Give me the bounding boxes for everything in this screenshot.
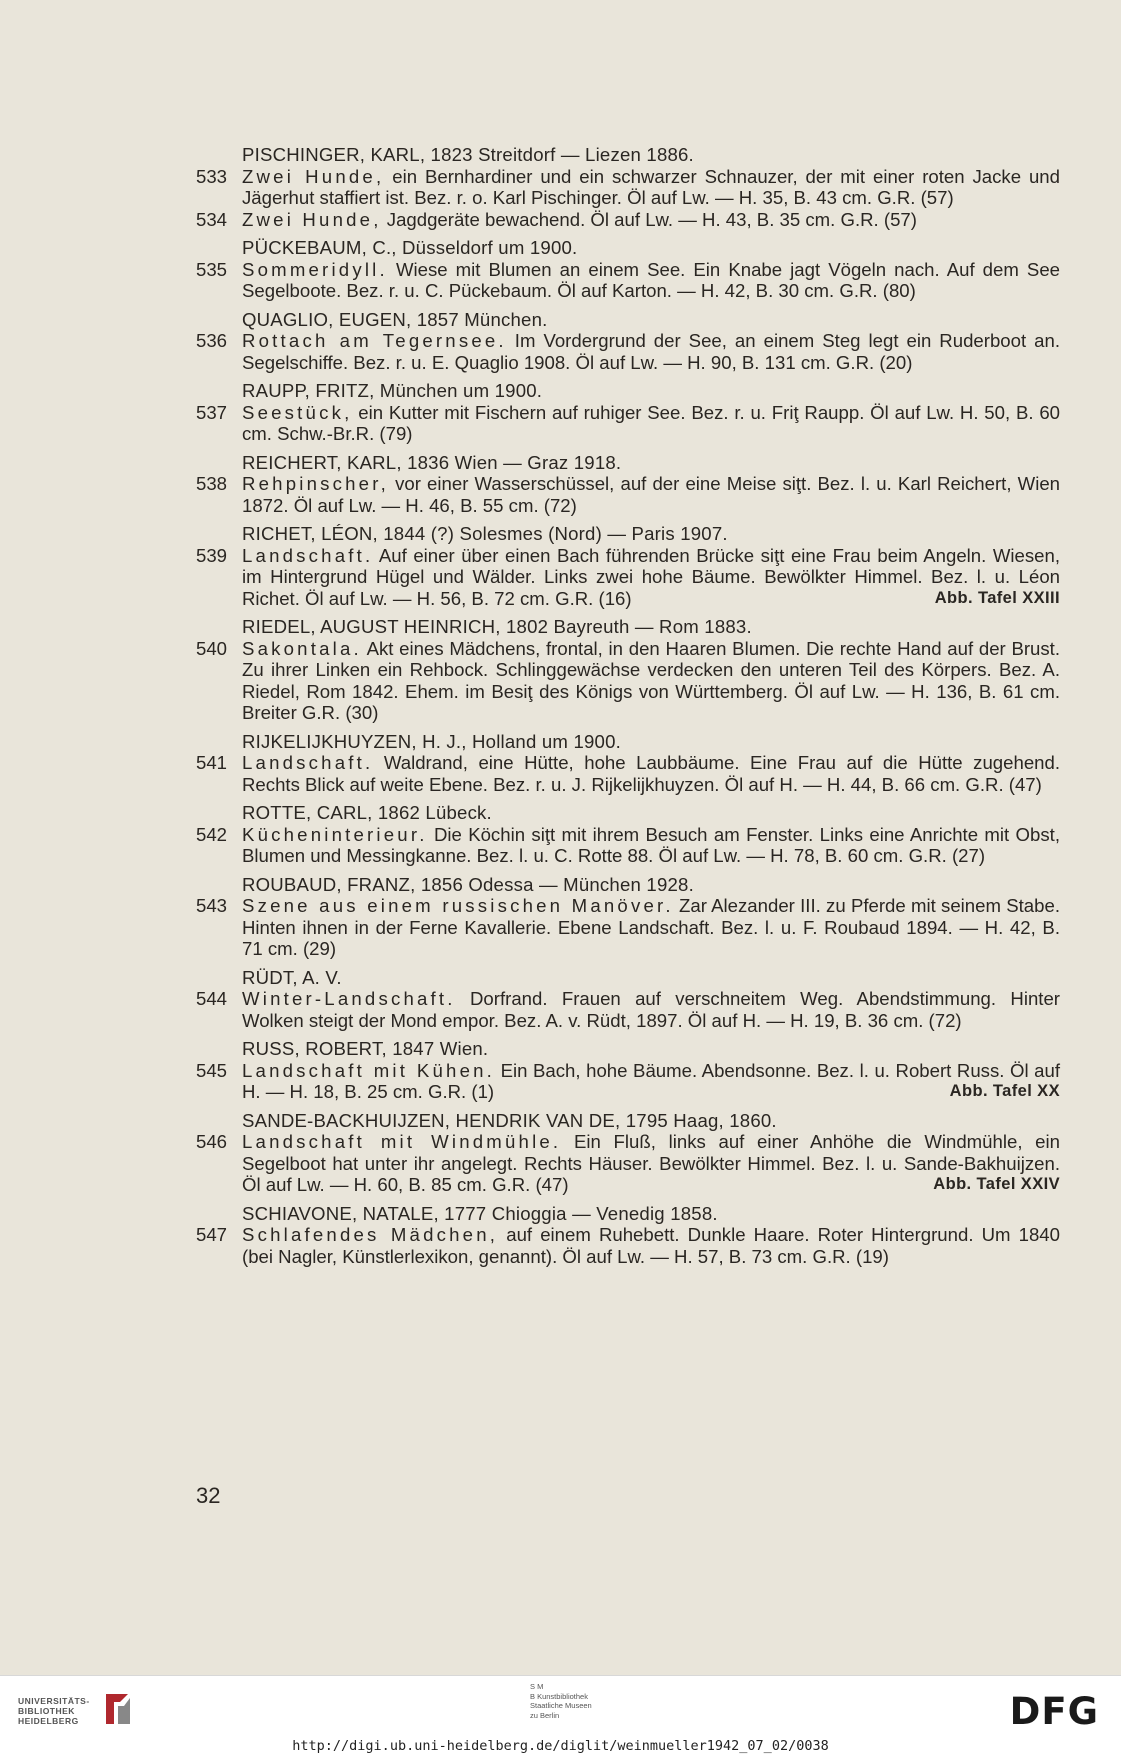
artwork-details: Waldrand, eine Hütte, hohe Laubbäume. Eine Frau auf die Hütte zugehend. Rechts Blick auf weite Ebene. Bez. r. u. J. Rijkelijkhuyzen. Öl auf H. — H. 44, B. 66 cm. G.R. (47) <box>242 752 1061 795</box>
artwork-title: Zwei Hunde, <box>242 165 385 187</box>
catalog-entry <box>196 1060 1060 1103</box>
plate-reference: Abb. Tafel XXIV <box>933 1175 1060 1193</box>
lot-number: 542 <box>196 823 228 845</box>
entry-description <box>242 752 1060 795</box>
entry-description <box>242 259 1060 302</box>
catalog-entry <box>196 824 1060 867</box>
footer-bar <box>0 1675 1121 1755</box>
artist-heading: RICHET, LÉON, 1844 (?) Solesmes (Nord) — Paris 1907. <box>242 523 728 544</box>
artwork-details: ein Bernhardiner und ein schwarzer Schnauzer, der mit einer roten Jacke und Jägerhut staffiert ist. Bez. r. o. Karl Pischinger. Öl auf Lw. — H. 35, B. 43 cm. G.R. (57) <box>242 165 1060 208</box>
dfg-logo[interactable]: DFG <box>1009 1690 1099 1733</box>
lot-number: 536 <box>196 330 228 351</box>
lot-number: 533 <box>196 165 228 187</box>
lot-number: 544 <box>196 988 228 1009</box>
entry-description <box>242 1131 1060 1196</box>
entry-description <box>242 166 1060 209</box>
artwork-title: Schlafendes Mädchen, <box>242 1224 499 1245</box>
university-library-logo[interactable]: UNIVERSITÄTS- BIBLIOTHEK HEIDELBERG <box>18 1696 90 1726</box>
artwork-details: Zar Alezander III. zu Pferde mit seinem Stabe. Hinten ihnen in der Ferne Kavallerie. Ebene Landschaft. Bez. l. u. F. Roubaud 1894. — H. 42, B. 71 cm. (29) <box>242 895 1060 959</box>
catalog-entry <box>196 1224 1060 1267</box>
catalog-entry <box>196 988 1060 1031</box>
artwork-details: ein Kutter mit Fischern auf ruhiger See. Bez. r. u. Friţ Raupp. Öl auf Lw. H. 50, B. 60 cm. Schw.-Br.R. (79) <box>242 401 1061 444</box>
catalog-entries <box>196 137 1060 1267</box>
lot-number: 538 <box>196 473 228 494</box>
catalog-entry <box>196 473 1060 516</box>
catalog-entry <box>196 752 1060 795</box>
artist-heading: REICHERT, KARL, 1836 Wien — Graz 1918. <box>242 451 622 473</box>
entry-description <box>242 209 1060 231</box>
entry-description <box>242 330 1060 373</box>
artwork-details: Akt eines Mädchens, frontal, in den Haaren Blumen. Die rechte Hand auf der Brust. Zu ihrer Linken ein Rehbock. Schlinggewächse verdecken den unteren Teil des Körpers. Bez. A. Riedel, Rom 1842. Ehem. im Besiţ des Königs von Württemberg. Öl auf Lw. — H. 136, B. 61 cm. Breiter G.R. (30) <box>242 637 1061 723</box>
entry-description <box>242 1060 1060 1103</box>
artist-heading: RUSS, ROBERT, 1847 Wien. <box>242 1038 489 1059</box>
lot-number: 537 <box>196 401 228 423</box>
lot-number: 546 <box>196 1131 228 1152</box>
artwork-title: Szene aus einem russischen Manöver. <box>242 895 674 916</box>
artwork-title: Landschaft. <box>242 752 374 773</box>
artist-heading: QUAGLIO, EUGEN, 1857 München. <box>242 308 548 330</box>
catalog-entry <box>196 166 1060 209</box>
catalog-entry <box>196 895 1060 960</box>
catalog-entry <box>196 259 1060 302</box>
artist-heading: RÜDT, A. V. <box>242 966 342 988</box>
lot-number: 547 <box>196 1224 228 1245</box>
library-emblem-icon <box>100 1688 140 1728</box>
entry-description <box>242 895 1060 960</box>
artist-heading: SCHIAVONE, NATALE, 1777 Chioggia — Venedig 1858. <box>242 1202 718 1224</box>
artwork-title: Landschaft mit Windmühle. <box>242 1131 562 1152</box>
artwork-title: Kücheninterieur. <box>242 823 428 845</box>
artwork-details: vor einer Wasserschüssel, auf der eine Meise siţt. Bez. l. u. Karl Reichert, Wien 1872. Öl auf Lw. — H. 46, B. 55 cm. (72) <box>242 473 1061 516</box>
plate-reference: Abb. Tafel XX <box>949 1082 1060 1100</box>
entry-description <box>242 988 1060 1031</box>
lot-number: 535 <box>196 258 228 280</box>
artwork-details: Auf einer über einen Bach führenden Brücke siţt eine Frau beim Angeln. Wiesen, im Hintergrund Hügel und Wälder. Links zwei hohe Bäume. Bewölkter Himmel. Bez. l. u. Léon Richet. Öl auf Lw. — H. 56, B. 72 cm. G.R. (16) <box>242 544 1061 609</box>
artwork-title: Landschaft mit Kühen. <box>242 1059 496 1081</box>
entry-description <box>242 638 1060 724</box>
permalink-url[interactable]: http://digi.ub.uni-heidelberg.de/diglit/weinmueller1942_07_02/0038 <box>292 1738 829 1754</box>
artwork-title: Rehpinscher, <box>242 473 389 494</box>
artwork-title: Landschaft. <box>242 544 374 566</box>
artwork-title: Winter-Landschaft. <box>242 988 456 1009</box>
artwork-details: Dorfrand. Frauen auf verschneitem Weg. Abendstimmung. Hinter Wolken steigt der Mond empor. Bez. A. v. Rüdt, 1897. Öl auf H. — H. 19, B. 36 cm. (72) <box>242 988 1061 1031</box>
artist-heading: SANDE-BACKHUIJZEN, HENDRIK VAN DE, 1795 Haag, 1860. <box>242 1109 777 1131</box>
artist-heading: PISCHINGER, KARL, 1823 Streitdorf — Liezen 1886. <box>242 144 694 165</box>
lot-number: 545 <box>196 1059 228 1081</box>
museum-stamp: S M B Kunstbibliothek Staatliche Museen zu Berlin <box>530 1682 592 1720</box>
artwork-title: Zwei Hunde, <box>242 208 382 230</box>
artist-heading: ROTTE, CARL, 1862 Lübeck. <box>242 802 492 823</box>
lot-number: 543 <box>196 895 228 916</box>
artist-heading: RIEDEL, AUGUST HEINRICH, 1802 Bayreuth — Rom 1883. <box>242 616 752 637</box>
entry-description <box>242 824 1060 867</box>
lot-number: 541 <box>196 752 228 773</box>
lot-number: 540 <box>196 637 228 659</box>
artwork-details: Wiese mit Blumen an einem See. Ein Knabe jagt Vögeln nach. Auf dem See Segelboote. Bez. r. u. C. Pückebaum. Öl auf Karton. — H. 42, B. 30 cm. G.R. (80) <box>242 258 1061 301</box>
artwork-details: Ein Bach, hohe Bäume. Abendsonne. Bez. l. u. Robert Russ. Öl auf H. — H. 18, B. 25 cm. G.R. (1) <box>242 1059 1060 1102</box>
page-number: 32 <box>196 1483 221 1508</box>
entry-description <box>242 545 1060 610</box>
artwork-details: Die Köchin siţt mit ihrem Besuch am Fenster. Links eine Anrichte mit Obst, Blumen und Messingkanne. Bez. l. u. C. Rotte 88. Öl auf Lw. — H. 78, B. 60 cm. G.R. (27) <box>242 823 1060 866</box>
lot-number: 539 <box>196 544 228 566</box>
artist-heading: RIJKELIJKHUYZEN, H. J., Holland um 1900. <box>242 730 621 752</box>
entry-description <box>242 473 1060 516</box>
artist-heading: PÜCKEBAUM, C., Düsseldorf um 1900. <box>242 237 578 258</box>
catalog-entry <box>196 545 1060 610</box>
entry-description <box>242 1224 1060 1267</box>
artwork-details: auf einem Ruhebett. Dunkle Haare. Roter Hintergrund. Um 1840 (bei Nagler, Künstlerlexikon, genannt). Öl auf Lw. — H. 57, B. 73 cm. G.R. (19) <box>242 1224 1060 1267</box>
catalog-entry <box>196 402 1060 445</box>
entry-description <box>242 402 1060 445</box>
artwork-details: Im Vordergrund der See, an einem Steg legt ein Ruderboot an. Segelschiffe. Bez. r. u. E. Quaglio 1908. Öl auf Lw. — H. 90, B. 131 cm. G.R. (20) <box>242 330 1060 373</box>
artwork-title: Sommeridyll. <box>242 258 388 280</box>
catalog-entry <box>196 638 1060 724</box>
lot-number: 534 <box>196 208 228 230</box>
artwork-title: Sakontala. <box>242 637 362 659</box>
catalog-entry <box>196 330 1060 373</box>
artwork-details: Jagdgeräte bewachend. Öl auf Lw. — H. 43, B. 35 cm. G.R. (57) <box>386 208 917 230</box>
artwork-title: Seestück, <box>242 401 353 423</box>
artwork-details: Ein Fluß, links auf einer Anhöhe die Windmühle, ein Segelboot hat unter ihr angelegt. Rechts Häuser. Bewölkter Himmel. Bez. l. u. Sande-Bakhuijzen. Öl auf Lw. — H. 60, B. 85 cm. G.R. (47) <box>242 1131 1060 1195</box>
artist-heading: ROUBAUD, FRANZ, 1856 Odessa — München 1928. <box>242 873 694 895</box>
plate-reference: Abb. Tafel XXIII <box>934 588 1060 607</box>
catalog-entry <box>196 209 1060 231</box>
artwork-title: Rottach am Tegernsee. <box>242 330 507 351</box>
catalog-entry <box>196 1131 1060 1196</box>
artist-heading: RAUPP, FRITZ, München um 1900. <box>242 380 543 401</box>
